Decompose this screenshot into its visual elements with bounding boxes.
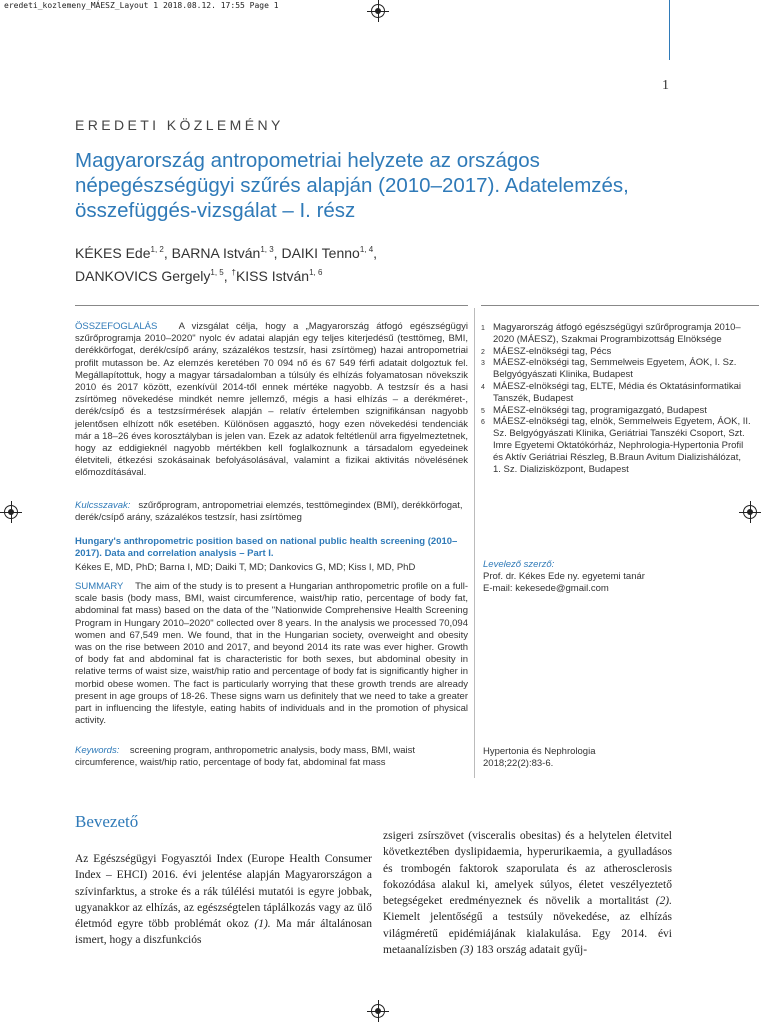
column-divider	[474, 308, 475, 778]
abstract-lead: ÖSSZEFOGLALÁS	[75, 321, 158, 332]
reference-link[interactable]: (1).	[254, 918, 271, 931]
keywords-label: Keywords:	[75, 745, 120, 756]
affiliation-ref: 1, 3	[260, 245, 274, 254]
page-number: 1	[662, 78, 669, 93]
author-name: DAIKI Tenno	[281, 245, 360, 261]
affiliation-ref: 1, 6	[309, 268, 323, 277]
reference-link[interactable]: (3)	[459, 944, 474, 957]
article-title: Magyarország antropometriai helyzete az országos népegészségügyi szűrés alapján (2010–2017). Adatelemzés, összefüggés-vizsgálat – I. rész	[75, 149, 629, 222]
print-slug: eredeti_kozlemeny_MÁESZ_Layout 1 2018.08.12. 17:55 Page 1	[4, 1, 279, 10]
reference-link[interactable]: (2).	[655, 895, 672, 908]
affiliation-item: 1 Magyarország átfogó egészségügyi szűrőprogramja 2010–2020 (MÁESZ), Szakmai Programbizottság Elnöksége	[481, 322, 741, 345]
summary-lead: SUMMARY	[75, 581, 124, 592]
divider-right	[481, 305, 759, 306]
abstract-text: A vizsgálat célja, hogy a „Magyarország átfogó egészségügyi szűrőprogramja 2010–2020" nyolc év adatai alapján egy teljes kiterjedésű (testtömeg, BMI, derékkörfogat, derék/csípő arány, százalékos testzsír, hasi zsírtömeg) hazai antropometriai profilt mutasson be. Az elemzés keretében 70 094 nő és 67 549 férfi adatait dolgoztuk fel. Megállapítottuk, hogy a magyar társadalomban a túlsúly és elhízás folyamatosan növekszik 2010 és 2017 között, ezenkívül 2014-től ennek mértéke nagyobb. A testzsír és a hasi zsírtömeg növekedése mindkét nemre jellemző, mégis a hasi elhízás – a derékméret-, derék/csípő és a testzsírmérések alapján – relatív értelemben szignifikánsan nagyobb jelentősen elhízott nők esetében. Különösen aggasztó, hogy ezen növekedési tendenciák már a 18–26 éves korosztályban is jelen van. Ezek az adatok feltétlenül arra figyelmeztetnek, hogy az eddigieknél nagyobb mértékben kell foglalkoznunk a társadalom egyedeinek életviteli, étkezési szokásainak befolyásolásával, valamint a fizikai aktivitás növelésének előmozdításával.	[75, 321, 468, 479]
margin-rule	[669, 0, 670, 60]
affiliation-ref: 1, 2	[150, 245, 164, 254]
hungarian-keywords	[75, 500, 468, 524]
citation	[483, 746, 743, 770]
deceased-mark: †	[231, 268, 236, 277]
english-keywords	[75, 745, 468, 769]
summary-text: The aim of the study is to present a Hungarian anthropometric profile on a full-scale basis (body mass, BMI, waist circumference, waist/hip ratio, percentage of body fat, abdominal fat mass) based on the data of the "Nationwide Comprehensive Health Screening Program in Hungary 2010–2020" collected over 8 years. In the analysis we processed 70,094 women and 67,549 men. We found, that in the Hungarian society, overweight and obesity was on the rise between 2010 and 2017, and beyond 2014 its rate was ever higher. Growth of body fat and abdominal fat is characteristic for both sexes, but abdominal obesity in relative terms of waist size, waist/hip ratio and percentage of body fat is significantly higher in morbid obese women. The fact is particularly worrying that these growth trends are already present in age groups of 18-26. These signs warn us definitely that we need to take a greater part in influencing the lifestyle, eating habits of individuals and in the promotion of physical activity.	[75, 581, 468, 727]
affiliation-item: 2 MÁESZ-elnökségi tag, Pécs	[481, 345, 612, 357]
affiliations	[481, 322, 751, 475]
author-name: KISS István	[235, 268, 310, 284]
keywords-text: screening program, anthropometric analysis, body mass, BMI, waist circumference, waist/hip ratio, percentage of body fat, abdominal fat mass	[75, 745, 416, 769]
section-label: EREDETI KÖZLEMÉNY	[75, 117, 284, 133]
english-summary	[75, 581, 468, 727]
correspondence-email: E-mail: kekesede@gmail.com	[483, 583, 609, 594]
citation-ref: 2018;22(2):83-6.	[483, 758, 554, 769]
author-list: KÉKES Ede$^{1, 2}$, BARNA István$^{1, 3}$, DAIKI Tenno$^{1, 4}$, DANKOVICS Gergely$^{1, 5}$, †KISS István$^{1, 6}$	[75, 245, 378, 284]
journal-name: Hypertonia és Nephrologia	[483, 746, 596, 757]
divider-left	[75, 305, 468, 306]
body-column-left: Az Egészségügyi Fogyasztói Index (Europe Health Consumer Index – EHCI) 2016. évi jelentése alapján Magyarországon a szívinfarktus, a stroke és a rák túlélési mutatói is egyre jobbak, ugyanakkor az elhízás, az egészségtelen táplálkozás vagy az ülő életmód egyre több problémát okoz (1). Ma már általánosan ismert, hogy a diszfunkciós	[75, 853, 372, 947]
section-heading: Bevezető	[75, 812, 139, 831]
author-name: BARNA István	[171, 245, 261, 261]
correspondence-label: Levelező szerző:	[483, 559, 555, 570]
affiliation-item: 3 MÁESZ-elnökségi tag, Semmelweis Egyetem, ÁOK, I. Sz. Belgyógyászati Klinika, Budapest	[481, 357, 737, 381]
english-title: Hungary's anthropometric position based on national public health screening (2010–2017). Data and correlation analysis – Part I.	[75, 536, 458, 559]
keywords-label: Kulcsszavak:	[75, 500, 131, 511]
keywords-text: szűrőprogram, antropometriai elemzés, testtömegindex (BMI), derékkörfogat, derék/csípő arány, százalékos testzsír, hasi zsírtömeg	[75, 500, 463, 524]
registration-mark-right	[743, 505, 757, 519]
affiliation-ref: 1, 4	[359, 245, 374, 254]
affiliation-item: 6 MÁESZ-elnökségi tag, elnök, Semmelweis Egyetem, ÁOK, II. Sz. Belgyógyászati Klinika, Geriátriai Tanszéki Csoport, Szt. Imre Egyetemi Oktatókórház, Nephrologia-Hypertonia Profil és Aktív Geriátriai Részleg, B.Braun Avitum Dializishálózat, 1. Sz. Dializisközpont, Budapest	[481, 416, 751, 475]
correspondence-name: Prof. dr. Kékes Ede ny. egyetemi tanár	[483, 571, 645, 582]
registration-mark-left	[4, 505, 18, 519]
author-name: DANKOVICS Gergely	[75, 268, 211, 284]
body-column-right: zsigeri zsírszövet (visceralis obesitas) és a helytelen életvitel következtében dyslipidaemia, hyperurikaemia, a gyulladásos és trombogén faktorok szaporulata és az atherosclerosis fokozódása alakul ki, amelyek súlyos, életet veszélyeztető betegségeket eredményeznek és növelik a mortalitást (2). Kiemelt jelentőségű a testsúly növekedése, az elhízás világméretű epidémiájának kialakulása. Egy 2014. évi metaanalízisben (3) 183 ország adatait gyűj-	[383, 830, 672, 957]
author-name: KÉKES Ede	[75, 245, 151, 261]
affiliation-item: 4 MÁESZ-elnökségi tag, ELTE, Média és Oktatásinformatikai Tanszék, Budapest	[481, 380, 741, 404]
registration-mark-bottom	[371, 1004, 385, 1018]
registration-mark-top	[371, 4, 385, 18]
hungarian-abstract	[75, 321, 468, 480]
affiliation-item: 5 MÁESZ-elnökségi tag, programigazgató, Budapest	[481, 404, 707, 416]
correspondence	[483, 571, 753, 595]
english-authors: Kékes E, MD, PhD; Barna I, MD; Daiki T, MD; Dankovics G, MD; Kiss I, MD, PhD	[75, 562, 416, 573]
affiliation-ref: 1, 5	[210, 268, 224, 277]
